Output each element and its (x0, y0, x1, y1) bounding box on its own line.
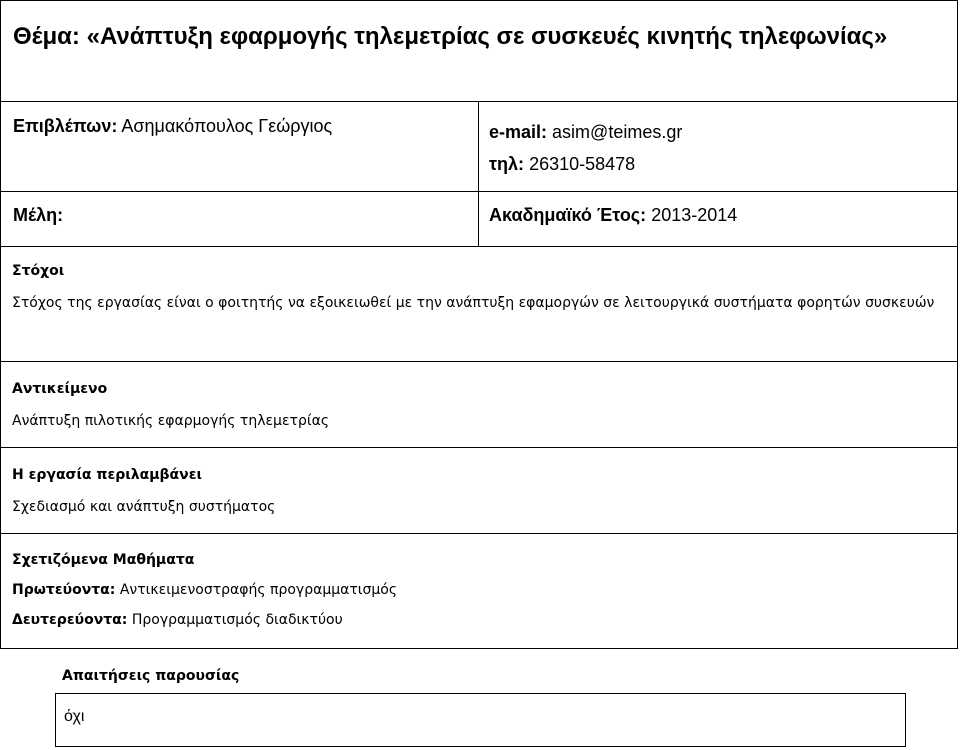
includes-text: Σχεδιασμό και ανάπτυξη συστήματος (12, 499, 276, 515)
presence-label: Απαιτήσεις παρουσίας (62, 668, 240, 684)
object-section (1, 362, 957, 448)
secondary-courses-line (12, 605, 946, 635)
academic-year-label: Ακαδημαϊκό Έτος: (489, 205, 647, 225)
email-value[interactable]: asim@teimes.gr (552, 122, 683, 142)
contact-cell (479, 102, 957, 191)
members-label: Μέλη: (13, 205, 64, 225)
members-cell (1, 192, 479, 246)
courses-section (1, 534, 957, 648)
goals-heading: Στόχοι (12, 263, 65, 279)
primary-courses-line (12, 575, 946, 605)
includes-section (1, 448, 957, 534)
object-text: Ανάπτυξη πιλοτικής εφαρμογής τηλεμετρίας (12, 413, 330, 429)
goals-section (1, 247, 957, 362)
secondary-courses-label: Δευτερεύοντα: (12, 612, 128, 628)
secondary-courses-value: Προγραμματισμός διαδικτύου (131, 612, 343, 628)
primary-courses-value: Αντικειμενοστραφής προγραμματισμός (119, 582, 398, 598)
supervisor-cell (1, 102, 479, 191)
members-row (1, 192, 957, 247)
courses-heading: Σχετιζόμενα Μαθήματα (12, 552, 195, 568)
page-title: Θέμα: «Ανάπτυξη εφαρμογής τηλεμετρίας σε συσκευές κινητής τηλεφωνίας» (1, 1, 957, 102)
phone-label: τηλ: (489, 154, 525, 174)
phone-value: 26310-58478 (529, 154, 636, 174)
academic-year-value: 2013-2014 (651, 205, 738, 225)
email-label: e-mail: (489, 122, 548, 142)
presence-box (55, 693, 906, 747)
object-heading: Αντικείμενο (12, 381, 108, 397)
supervisor-label: Επιβλέπων: (13, 116, 118, 136)
supervisor-row (1, 102, 957, 192)
email-line (489, 116, 945, 148)
presence-value: όχι (64, 708, 85, 725)
phone-line (489, 148, 945, 180)
supervisor-value: Ασημακόπουλος Γεώργιος (121, 116, 333, 136)
primary-courses-label: Πρωτεύοντα: (12, 582, 116, 598)
goals-text: Στόχος της εργασίας είναι ο φοιτητής να εξοικειωθεί με την ανάπτυξη εφαμοργών σε λειτουργικά συστήματα φορητών συσκευών (12, 295, 935, 311)
academic-year-cell (479, 192, 957, 246)
includes-heading: Η εργασία περιλαμβάνει (12, 467, 202, 483)
